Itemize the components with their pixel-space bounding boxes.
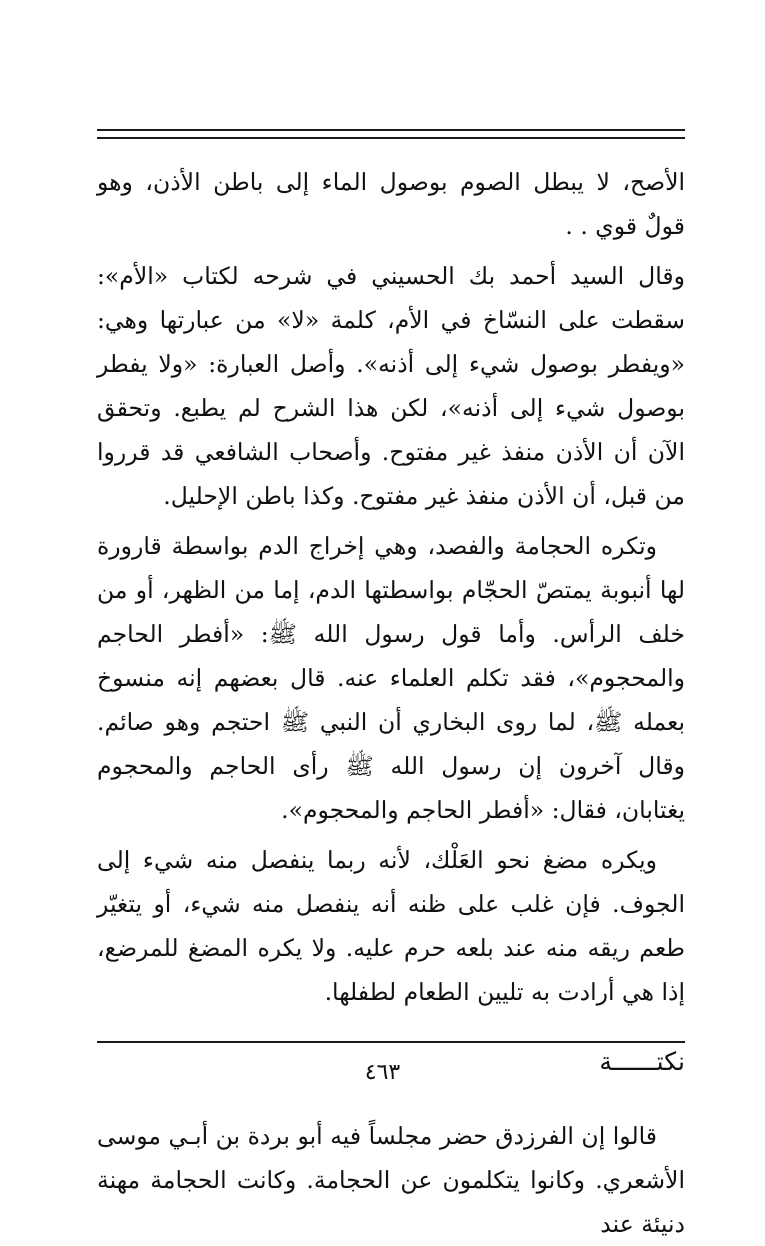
paragraph-cupping: وتكره الحجامة والفصد، وهي إخراج الدم بواسطة قارورة لها أنبوبة يمتصّ الحجّام بواسطتها الدم، إما من الظهر، أو من خلف الرأس. وأما قول رسول الله ﷺ: «أفطر الحاجم والمحجوم»، فقد تكلم العلماء عنه. قال بعضهم إنه منسوخ بعمله ﷺ، لما روى البخاري أن النبي ﷺ احتجم وهو صائم. وقال آخرون إن رسول الله ﷺ رأى الحاجم والمحجوم يغتابان، فقال: «أفطر الحاجم والمحجوم».	[97, 532, 685, 824]
header-rule-bottom	[97, 137, 685, 139]
section-heading: نكتــــــة	[599, 1047, 685, 1076]
header-rule-top	[97, 129, 685, 131]
paragraph-chewing: ويكره مضغ نحو العَلْك، لأنه ربما ينفصل منه شيء إلى الجوف. فإن غلب على ظنه أنه ينفصل منه شيء، أو يتغيّر طعم ريقه منه عند بلعه حرم عليه. ولا يكره المضغ للمرضع، إذا هي أرادت به تليين الطعام لطفلها.	[97, 846, 685, 1006]
page-number: ٤٦٣	[364, 1060, 401, 1085]
paragraph-al-umm-commentary: وقال السيد أحمد بك الحسيني في شرحه لكتاب «الأم»: سقطت على النسّاخ في الأم، كلمة «لا» من عبارتها وهي: «ويفطر بوصول شيء إلى أذنه». وأصل العبارة: «ولا يفطر بوصول شيء إلى أذنه»، لكن هذا الشرح لم يطبع. وتحقق الآن أن الأذن منفذ غير مفتوح. وأصحاب الشافعي قد قرروا من قبل، أن الأذن منفذ غير مفتوح. وكذا باطن الإحليل.	[97, 262, 685, 510]
paragraph-anecdote: قالوا إن الفرزدق حضر مجلساً فيه أبو بردة بن أبـي موسى الأشعري. وكانوا يتكلمون عن الحجامة. وكانت الحجامة مهنة دنيئة عند	[97, 1122, 685, 1238]
paragraph-ear-fasting: الأصح، لا يبطل الصوم بوصول الماء إلى باطن الأذن، وهو قولٌ قوي . .	[97, 168, 685, 240]
footer-rule	[97, 1041, 685, 1043]
